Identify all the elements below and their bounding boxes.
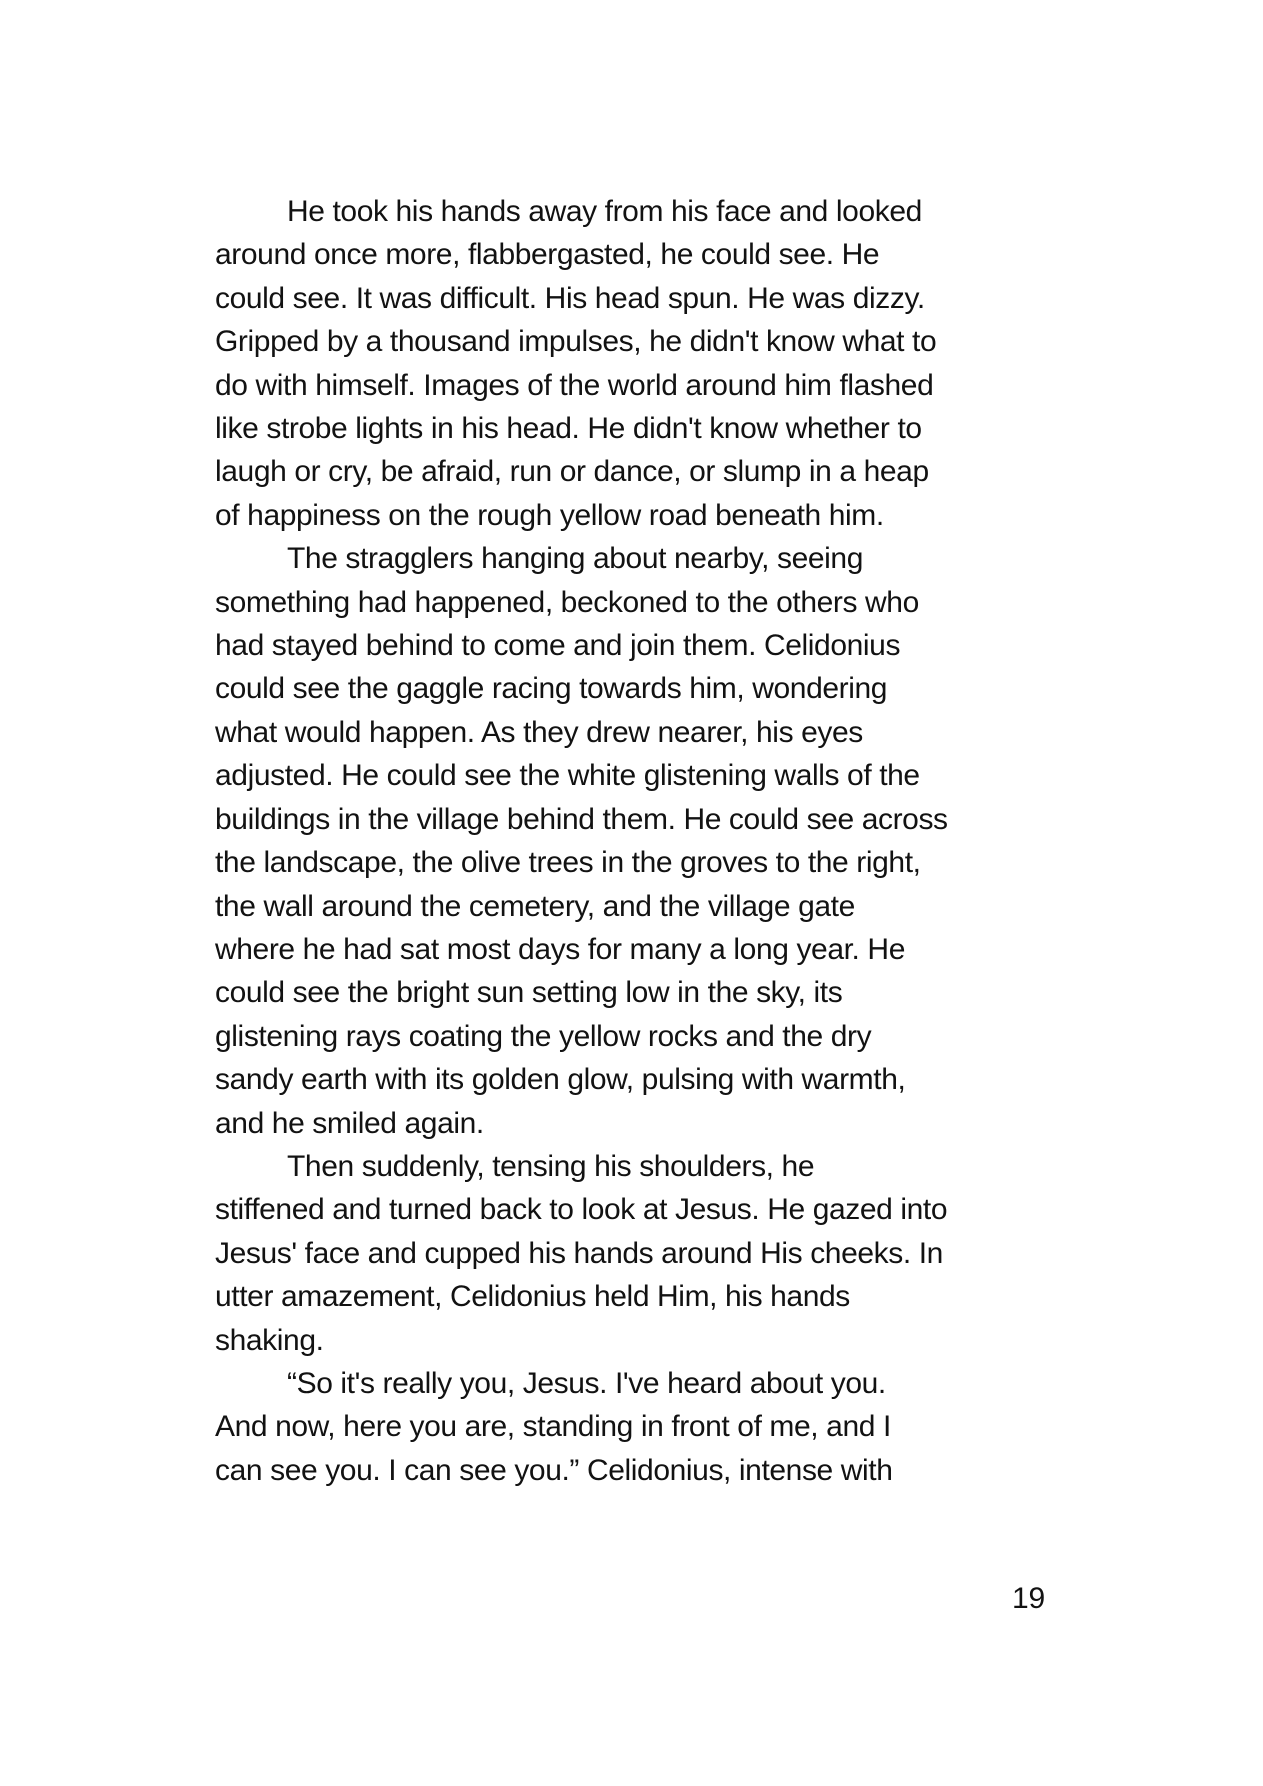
- text-line: had stayed behind to come and join them. Celidonius: [215, 629, 901, 663]
- text-line: sandy earth with its golden glow, pulsing with warmth,: [215, 1063, 906, 1097]
- text-line: and he smiled again.: [215, 1106, 484, 1140]
- text-line: Jesus' face and cupped his hands around His cheeks. In: [215, 1236, 943, 1270]
- text-line: could see the bright sun setting low in the sky, its: [215, 976, 843, 1010]
- text-line: like strobe lights in his head. He didn't know whether to: [215, 412, 922, 446]
- text-line: Gripped by a thousand impulses, he didn't know what to: [215, 325, 937, 359]
- text-line: And now, here you are, standing in front of me, and I: [215, 1410, 891, 1444]
- text-line: He took his hands away from his face and looked: [287, 195, 922, 228]
- text-line: can see you. I can see you.” Celidonius, intense with: [215, 1453, 893, 1487]
- text-line: glistening rays coating the yellow rocks and the dry: [215, 1019, 872, 1053]
- text-line: could see the gaggle racing towards him, wondering: [215, 672, 888, 706]
- text-line: Then suddenly, tensing his shoulders, he: [287, 1149, 815, 1183]
- text-line: the landscape, the olive trees in the groves to the right,: [215, 846, 921, 880]
- text-line: around once more, flabbergasted, he could see. He: [215, 238, 880, 272]
- paragraph: [215, 1145, 1060, 1362]
- text-line: “So it's really you, Jesus. I've heard about you.: [287, 1366, 886, 1400]
- text-line: what would happen. As they drew nearer, his eyes: [215, 715, 863, 749]
- text-line: stiffened and turned back to look at Jesus. He gazed into: [215, 1193, 948, 1227]
- text-line: The stragglers hanging about nearby, seeing: [287, 542, 863, 576]
- text-line: buildings in the village behind them. He could see across: [215, 802, 948, 836]
- text-line: utter amazement, Celidonius held Him, his hands: [215, 1280, 850, 1314]
- text-line: could see. It was difficult. His head spun. He was dizzy.: [215, 281, 925, 315]
- text-line: do with himself. Images of the world around him flashed: [215, 368, 934, 402]
- text-line: the wall around the cemetery, and the village gate: [215, 889, 855, 923]
- paragraph: [215, 190, 1060, 537]
- text-line: where he had sat most days for many a long year. He: [215, 932, 905, 966]
- text-line: laugh or cry, be afraid, run or dance, or slump in a heap: [215, 455, 929, 489]
- text-line: of happiness on the rough yellow road beneath him.: [215, 498, 884, 532]
- paragraph: [215, 537, 1060, 1145]
- page-number: 19: [1012, 1582, 1045, 1615]
- text-line: shaking.: [215, 1323, 324, 1357]
- text-line: something had happened, beckoned to the others who: [215, 585, 919, 619]
- page-text: [215, 190, 1060, 1492]
- paragraph: [215, 1362, 1060, 1492]
- text-line: adjusted. He could see the white glistening walls of the: [215, 759, 920, 793]
